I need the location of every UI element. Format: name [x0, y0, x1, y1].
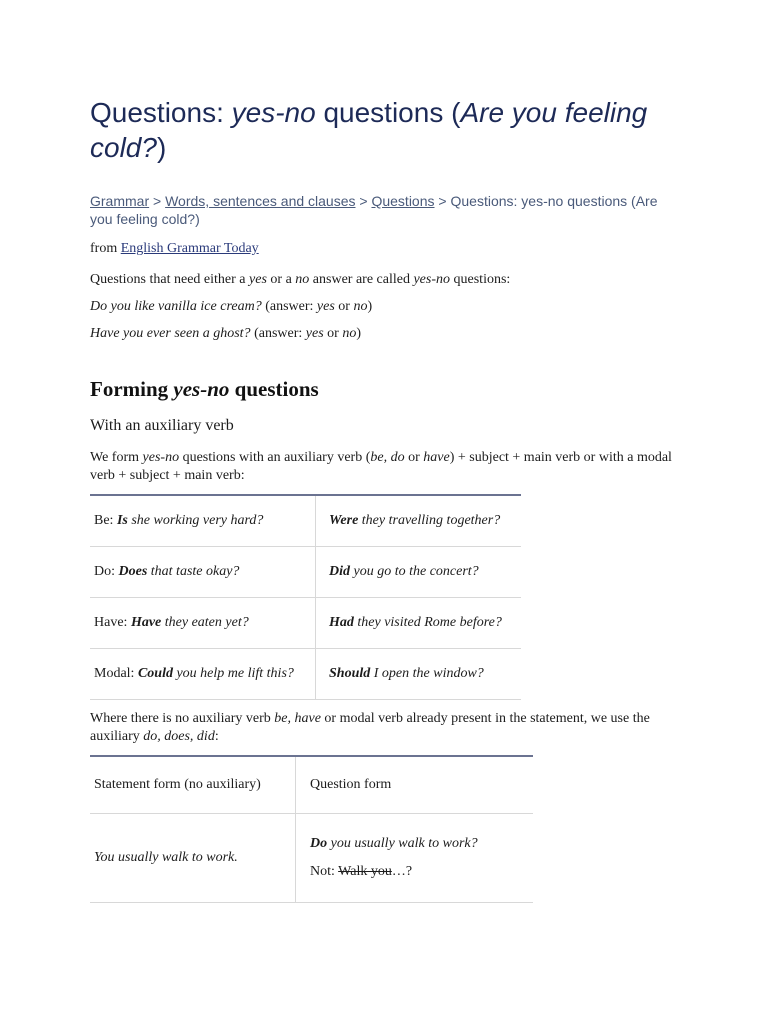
verb-bold: Were [329, 513, 359, 528]
incorrect-line [310, 863, 529, 881]
question-line [310, 835, 529, 853]
breadcrumb-separator: > [434, 193, 451, 209]
example-text: no [353, 299, 368, 314]
para-text: or [404, 450, 424, 465]
auxiliary-paragraph [90, 449, 680, 485]
intro-text: yes-no [413, 272, 451, 287]
para-text: have [294, 711, 321, 726]
para-text: yes-no [142, 450, 180, 465]
not-label: Not: [310, 864, 339, 879]
example-text: ) [356, 326, 361, 341]
no-auxiliary-paragraph [90, 710, 680, 746]
statement-table [90, 755, 533, 903]
example-question: Have you ever seen a ghost? [90, 326, 251, 341]
para-text: be, [370, 450, 388, 465]
para-text: or modal verb already present in the statement, we use the auxiliary [90, 711, 650, 744]
breadcrumb-current: Questions: yes-no questions (Are you feeling cold?) [90, 193, 658, 227]
para-text: do, does, did [143, 729, 215, 744]
cell-text: they visited Rome before? [353, 615, 502, 630]
intro-text: answer are called [309, 272, 414, 287]
cell-text: they travelling together? [358, 513, 501, 528]
cell-text: she working very hard? [127, 513, 264, 528]
breadcrumb-link-questions[interactable]: Questions [371, 193, 435, 209]
example-text: yes [316, 299, 335, 314]
source-line [90, 240, 690, 258]
cell-text: …? [391, 864, 413, 879]
section-heading [90, 376, 690, 402]
table-header-row [90, 756, 533, 814]
intro-text: questions: [450, 272, 511, 287]
table-row [90, 649, 521, 700]
verb-bold: Do [310, 836, 328, 851]
breadcrumb-link-words[interactable]: Words, sentences and clauses [165, 193, 356, 209]
table-cell [316, 598, 522, 649]
para-text: questions with an auxiliary verb ( [179, 450, 371, 465]
table-row [90, 495, 521, 547]
para-text: ) + subject + main verb or with a modal verb + subject + main verb: [90, 450, 672, 483]
para-text: We form [90, 450, 143, 465]
table-cell [316, 495, 522, 547]
heading-text: questions [229, 377, 319, 401]
example-text: no [342, 326, 357, 341]
breadcrumb [90, 192, 680, 228]
row-label: Modal: [94, 666, 138, 681]
breadcrumb-separator: > [355, 193, 372, 209]
cell-text: they eaten yet? [161, 615, 249, 630]
row-label: Do: [94, 564, 119, 579]
title-text: questions ( [315, 97, 461, 128]
heading-text: Forming [90, 377, 174, 401]
verb-bold: Could [137, 666, 173, 681]
row-label: Be: [94, 513, 117, 528]
table-row [90, 547, 521, 598]
title-text: ) [156, 132, 167, 163]
verb-bold: Does [118, 564, 148, 579]
table-cell [296, 814, 534, 903]
para-text: : [214, 729, 219, 744]
example-text: ) [367, 299, 373, 314]
example-text: yes [305, 326, 324, 341]
example-question: Do you like vanilla ice cream? [90, 299, 262, 314]
intro-paragraph [90, 271, 690, 289]
para-text: be, [274, 711, 291, 726]
table-cell [90, 814, 296, 903]
verb-bold: Have [130, 615, 162, 630]
source-prefix: from [90, 241, 121, 256]
intro-text: no [295, 272, 310, 287]
intro-text: yes [249, 272, 267, 287]
cell-text: I open the window? [370, 666, 484, 681]
article [90, 95, 690, 903]
example-text: (answer: [250, 326, 306, 341]
cell-text: that taste okay? [147, 564, 240, 579]
verb-bold: Had [329, 615, 354, 630]
verb-bold: Is [116, 513, 128, 528]
intro-text: Questions that need either a [90, 272, 250, 287]
verb-bold: Should [329, 666, 371, 681]
example-text: (answer: [261, 299, 317, 314]
subheading: With an auxiliary verb [90, 417, 234, 434]
title-text: Questions: [90, 97, 232, 128]
heading-text: yes-no [173, 377, 230, 401]
example-sentence [90, 298, 690, 316]
table-cell [316, 547, 522, 598]
table-cell [316, 649, 522, 700]
cell-text: you go to the concert? [350, 564, 479, 579]
breadcrumb-separator: > [149, 193, 166, 209]
breadcrumb-link-grammar[interactable]: Grammar [90, 193, 150, 209]
table-cell [90, 649, 316, 700]
example-text: or [323, 326, 343, 341]
example-text: or [334, 299, 354, 314]
statement-text: You usually walk to work. [94, 850, 238, 865]
auxiliary-table [90, 494, 521, 700]
title-text: Are you feeling cold? [90, 97, 648, 163]
column-header: Statement form (no auxiliary) [90, 756, 296, 814]
struck-text: Walk you [338, 864, 392, 879]
intro-text: or a [266, 272, 296, 287]
column-header: Question form [296, 756, 534, 814]
row-label: Have: [94, 615, 131, 630]
cell-text: you help me lift this? [172, 666, 294, 681]
table-row [90, 598, 521, 649]
example-sentence [90, 325, 690, 343]
table-cell [90, 495, 316, 547]
cell-text: you usually walk to work? [327, 836, 478, 851]
para-text: Where there is no auxiliary verb [90, 711, 275, 726]
verb-bold: Did [329, 564, 350, 579]
title-text: yes-no [231, 97, 316, 128]
para-text: have [423, 450, 450, 465]
table-cell [90, 547, 316, 598]
source-link[interactable]: English Grammar Today [120, 241, 259, 256]
para-text: do [390, 450, 405, 465]
table-row [90, 814, 533, 903]
page-title [90, 95, 650, 165]
table-cell [90, 598, 316, 649]
